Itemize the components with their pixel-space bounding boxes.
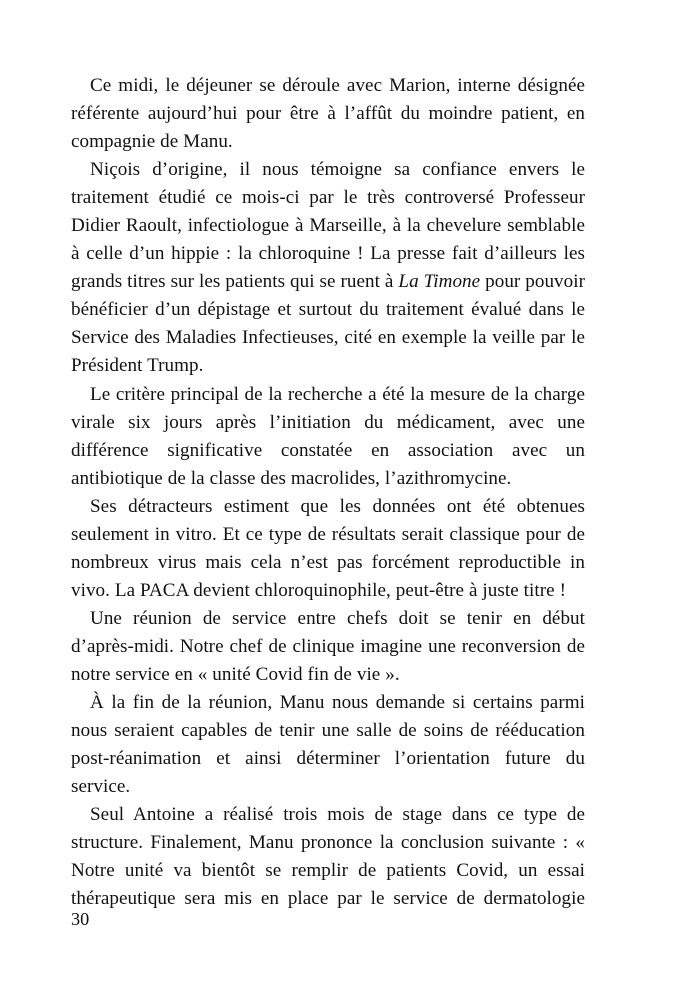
paragraph-1: Ce midi, le déjeuner se déroule avec Marion, interne désignée référente aujourd’hui pour être à l’affût du moindre patient, en compagnie de Manu. xyxy=(71,75,585,153)
paragraph-6: À la fin de la réunion, Manu nous demande si certains parmi nous seraient capables de tenir une salle de soins de rééducation post-réanimation et ainsi déterminer l’orientation future du service. xyxy=(71,692,585,798)
paragraph-4: Ses détracteurs estiment que les données ont été obtenues seulement in vitro. Et ce type de résultats serait classique pour de nombreux virus mais cela n’est pas forcément reproductible in vivo. La PACA devient chloroquinophile, peut-être à juste titre ! xyxy=(71,495,585,601)
page-number: 30 xyxy=(71,909,90,929)
paragraph-5: Une réunion de service entre chefs doit se tenir en début d’après-midi. Notre chef de clinique imagine une reconversion de notre service en « unité Covid fin de vie ». xyxy=(71,607,585,685)
paragraph-2-segment-3: pour pouvoir bénéficier d’un dépistage et surtout du traitement évalué dans le Service des Maladies Infectieuses, cité en exemple la veille par le Président Trump. xyxy=(71,271,586,377)
paragraph-3: Le critère principal de la recherche a été la mesure de la charge virale six jours après l’initiation du médicament, avec une différence significative constatée en association avec un antibiotique de la classe des macrolides, l’azithromycine. xyxy=(71,383,585,489)
body-text-block xyxy=(71,72,585,941)
paragraph-7: Seul Antoine a réalisé trois mois de stage dans ce type de structure. Finalement, Manu prononce la conclusion suivante : « Notre unité va bientôt se remplir de patients Covid, un essai thérapeutique sera mis en place par le service de dermatologie xyxy=(71,804,585,910)
paragraph-2-segment-1: Niçois d’origine, il nous témoigne sa confiance envers le traitement étudié ce mois-ci par le très controversé Professeur Didier Raoult, infectiologue à Marseille, à la chevelure semblable à celle d’un hippie : la chloroquine ! La presse fait d’ailleurs les grands titres sur les patients qui se ruent à xyxy=(71,159,585,293)
paragraph-2 xyxy=(71,156,585,380)
italic-hospital-name: La Timone xyxy=(398,271,481,293)
